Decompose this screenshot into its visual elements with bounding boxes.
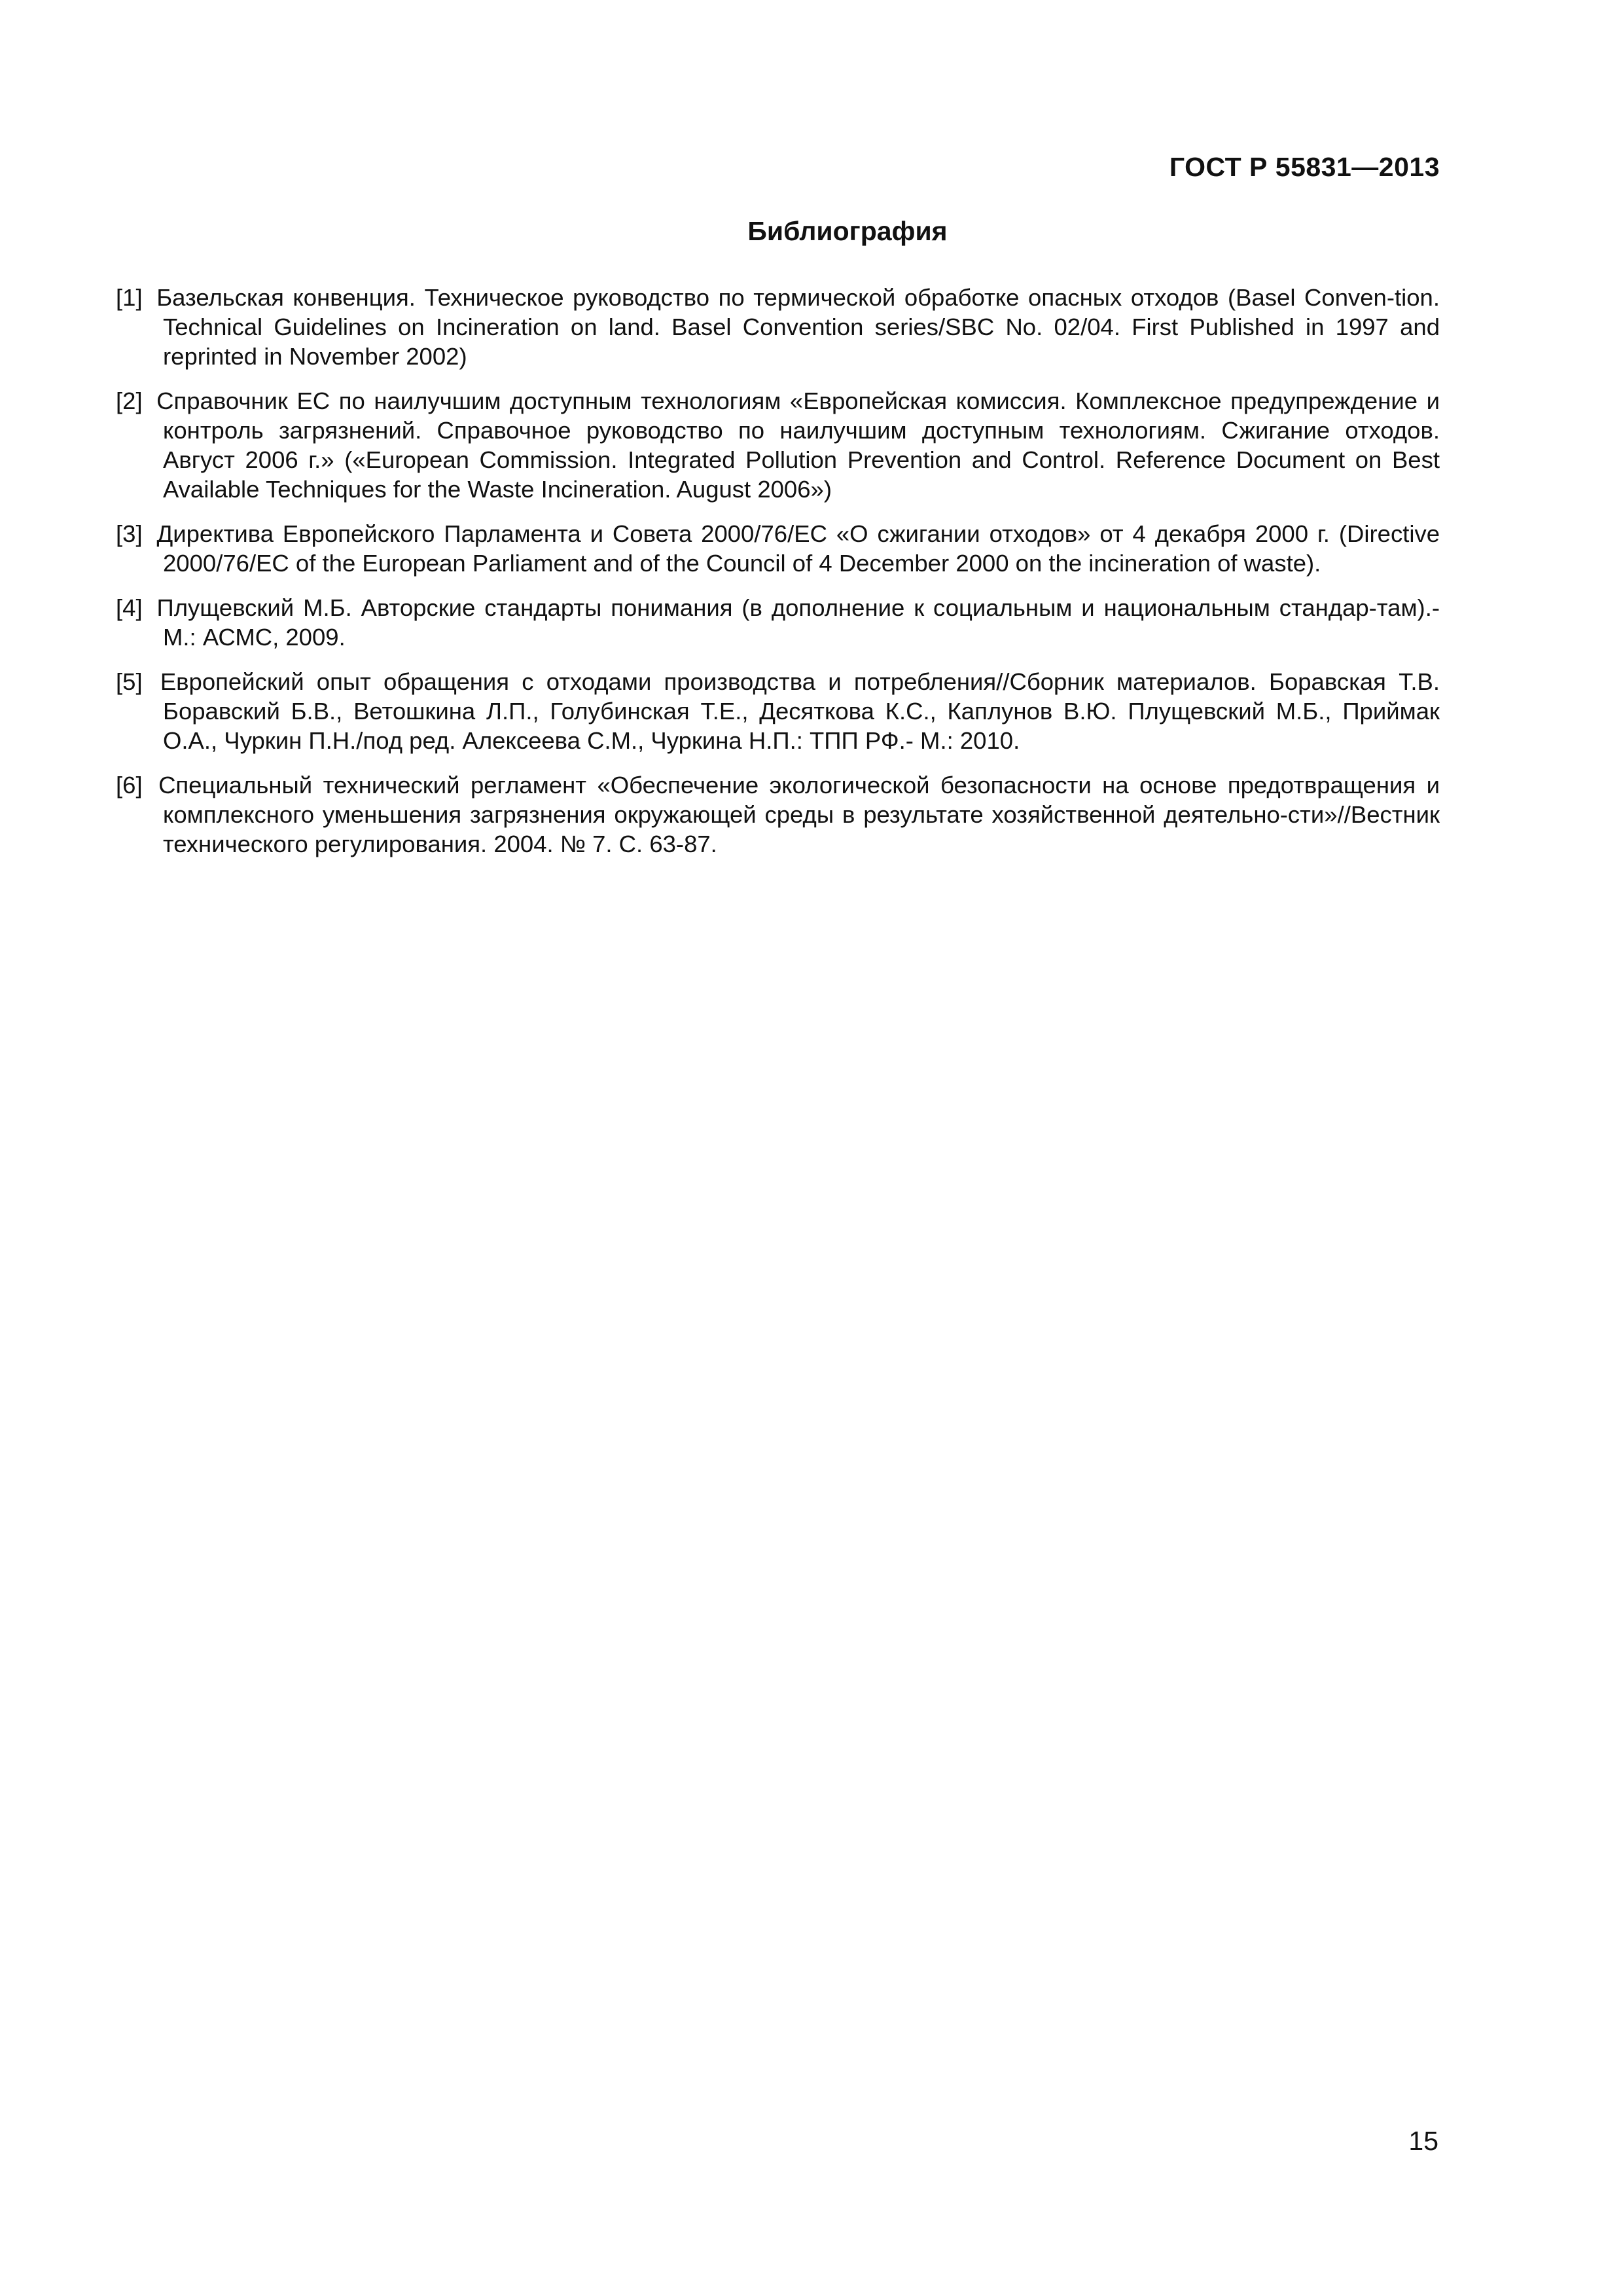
bibliography-item [116, 667, 1440, 755]
bibliography-item-number: [4] [116, 594, 143, 621]
section-title: Библиография [747, 216, 948, 246]
page-number: 15 [1408, 2126, 1438, 2156]
document-code: ГОСТ Р 55831—2013 [1169, 152, 1440, 182]
bibliography-item-number: [6] [116, 772, 143, 798]
bibliography-item-text: Директива Европейского Парламента и Совета 2000/76/ЕС «О сжигании отходов» от 4 декабря 2000 г. (Directive 2000/76/EC of the European Parliament and of the Council of 4 December 2000 on the incineration of waste). [156, 520, 1440, 577]
bibliography-item [116, 386, 1440, 504]
bibliography-item-number: [5] [116, 668, 143, 695]
bibliography-item-text: Европейский опыт обращения с отходами производства и потребления//Сборник материалов. Боравская Т.В. Боравский Б.В., Ветошкина Л.П., Голубинская Т.Е., Десяткова К.С., Каплунов В.Ю. Плущевский М.Б., Приймак О.А., Чуркин П.Н./под ред. Алексеева С.М., Чуркина Н.П.: ТПП РФ.- М.: 2010. [160, 668, 1440, 754]
bibliography-list [116, 283, 1440, 874]
bibliography-item-number: [3] [116, 520, 143, 547]
bibliography-item-text: Базельская конвенция. Техническое руководство по термической обработке опасных отходов (Basel Conven-tion. Technical Guidelines on Incineration on land. Basel Convention series/SBC No. 02/04. First Published in 1997 and reprinted in November 2002) [156, 284, 1440, 370]
bibliography-item-number: [2] [116, 387, 143, 414]
bibliography-item-text: Плущевский М.Б. Авторские стандарты понимания (в дополнение к социальным и национальным стандар-там).- М.: АСМС, 2009. [156, 594, 1440, 651]
bibliography-item-number: [1] [116, 284, 143, 311]
bibliography-item-text: Справочник ЕС по наилучшим доступным технологиям «Европейская комиссия. Комплексное предупреждение и контроль загрязнений. Справочное руководство по наилучшим доступным технологиям. Сжигание отходов. Август 2006 г.» («European Commission. Integrated Pollution Prevention and Control. Reference Document on Best Available Techniques for the Waste Incineration. August 2006») [156, 387, 1440, 503]
bibliography-item-text: Специальный технический регламент «Обеспечение экологической безопасности на основе предотвращения и комплексного уменьшения загрязнения окружающей среды в результате хозяйственной деятельно-сти»//Вестник технического регулирования. 2004. № 7. С. 63-87. [158, 772, 1440, 857]
bibliography-item [116, 283, 1440, 371]
bibliography-item [116, 770, 1440, 859]
bibliography-item [116, 519, 1440, 578]
bibliography-item [116, 593, 1440, 652]
